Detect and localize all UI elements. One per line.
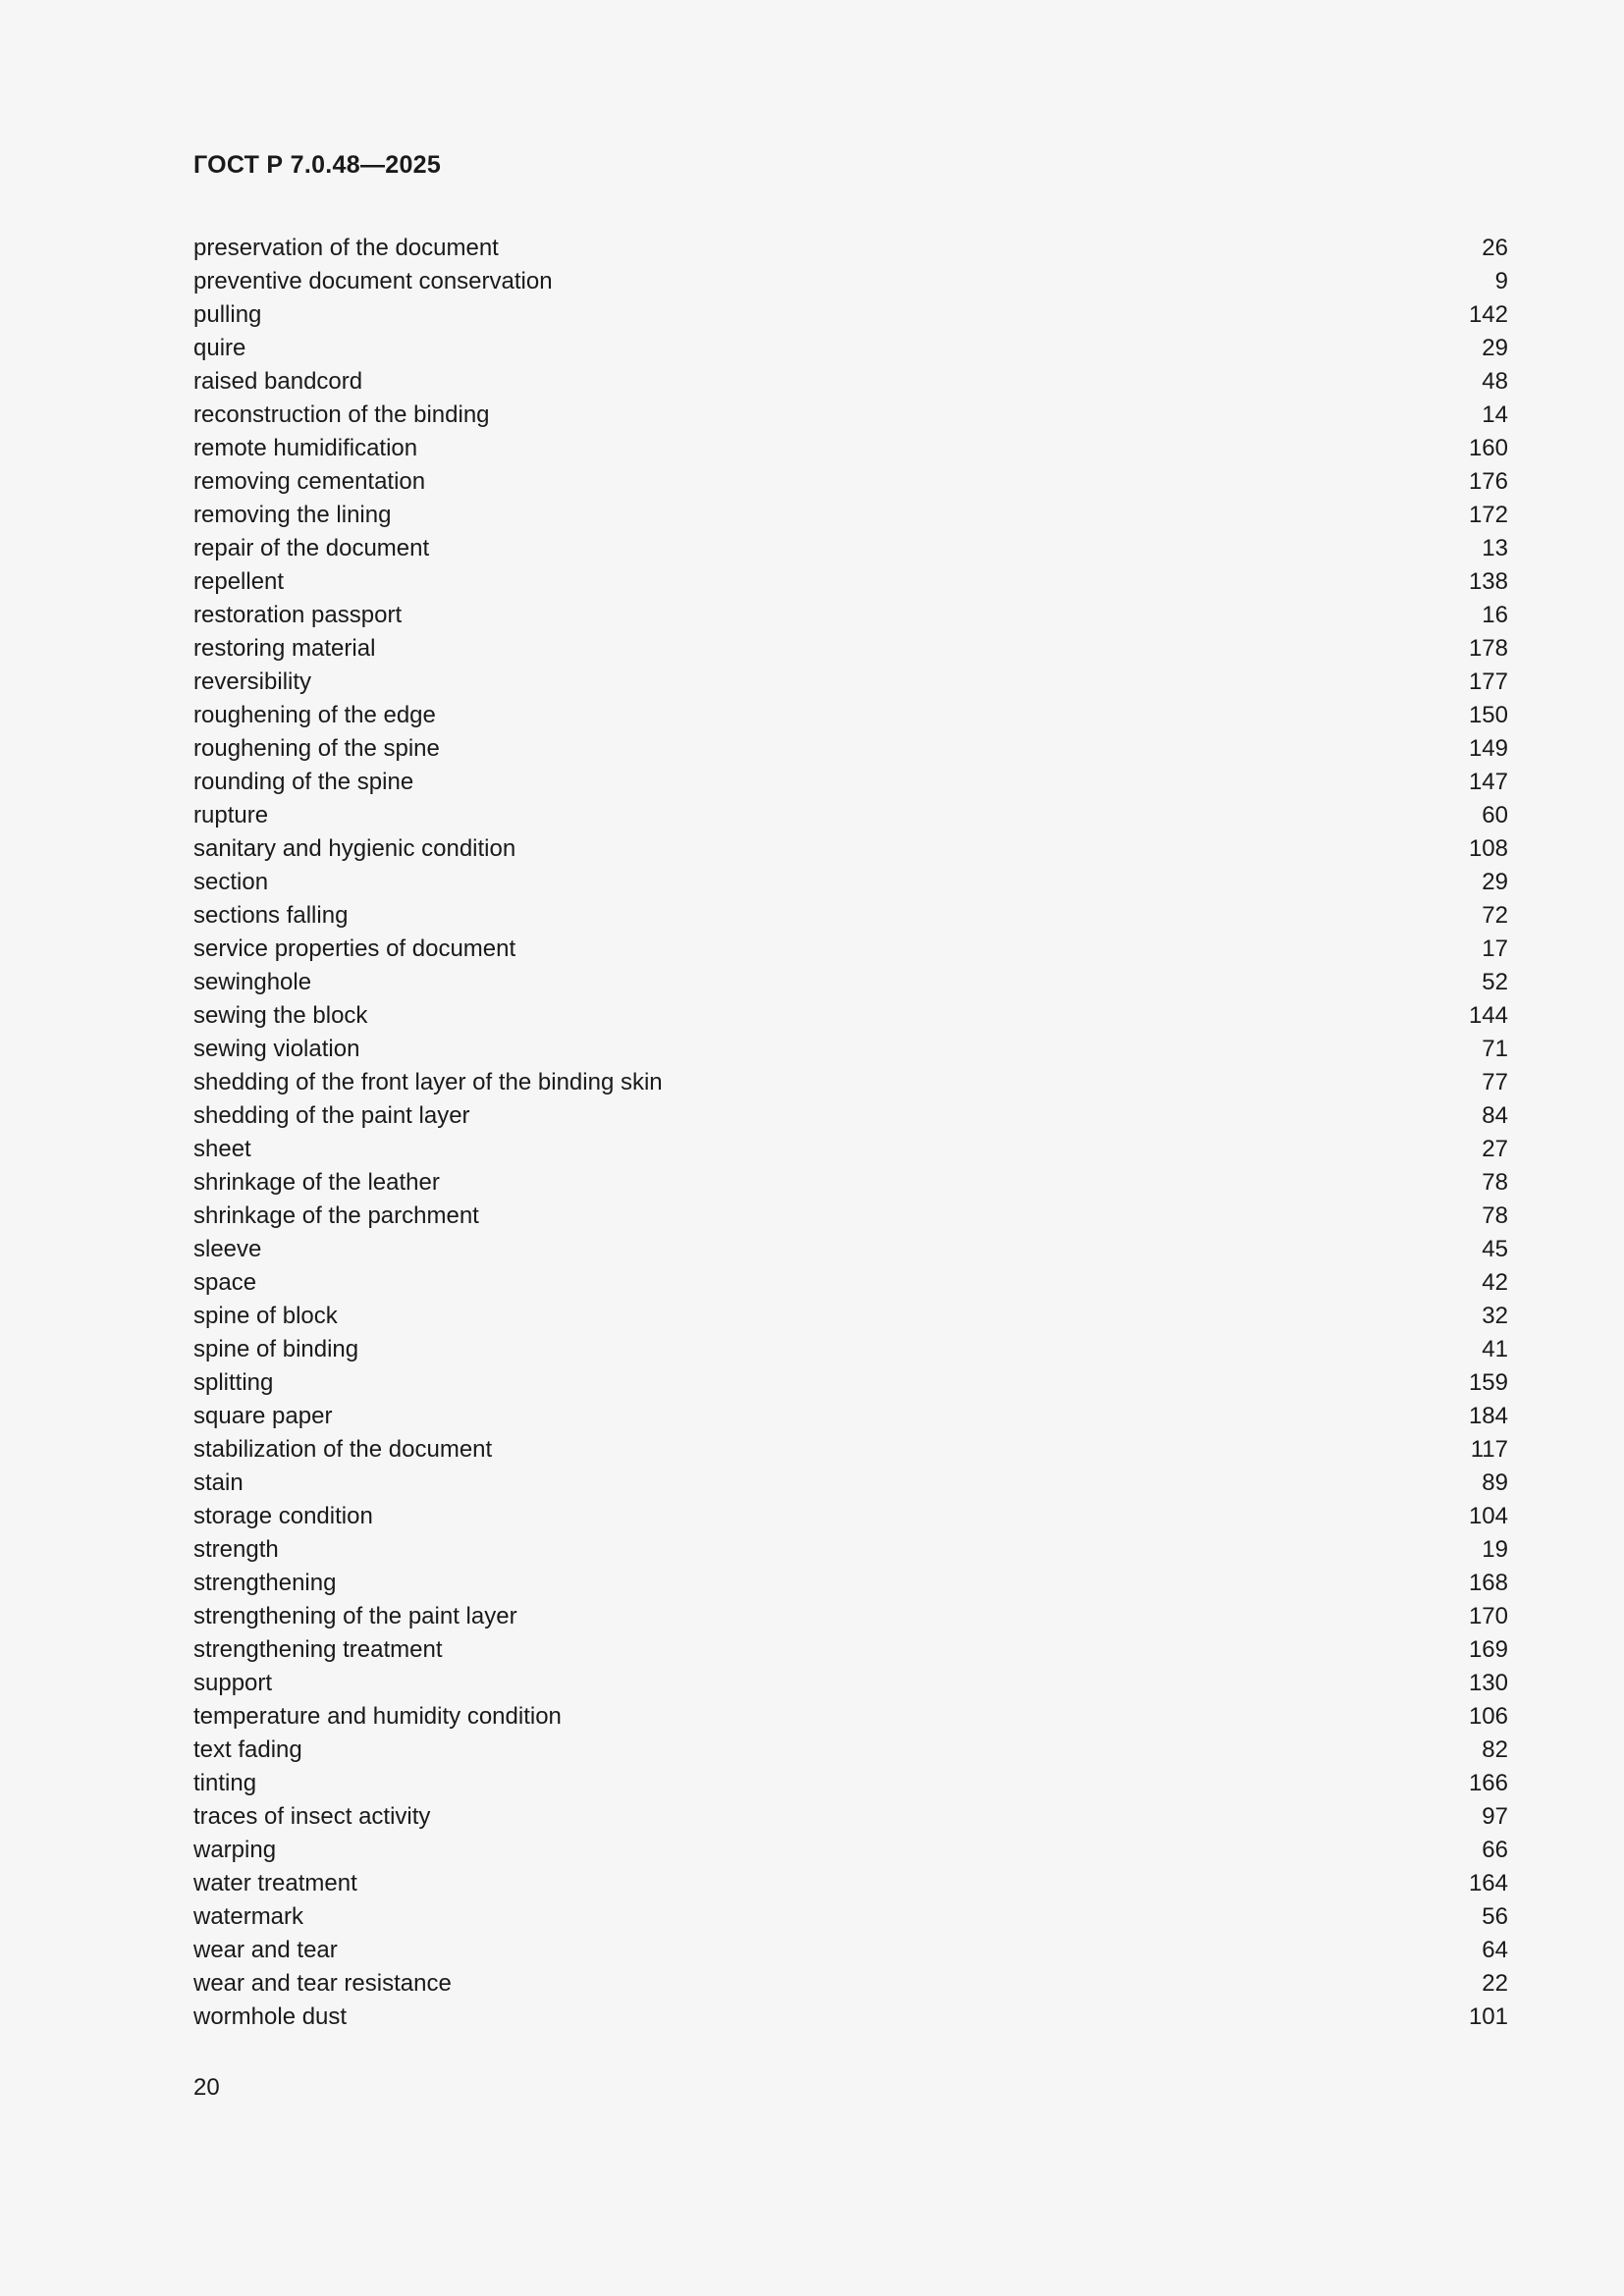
index-term: strengthening [193, 1570, 337, 1596]
index-entry [193, 1133, 1508, 1166]
index-term: remote humidification [193, 435, 418, 461]
index-term: sections falling [193, 902, 349, 929]
index-entry [193, 2001, 1508, 2034]
index-entry [193, 1800, 1508, 1834]
alphabetical-index-list [193, 232, 1508, 2034]
index-entry [193, 1366, 1508, 1400]
index-term: spine of binding [193, 1336, 359, 1362]
index-entry [193, 1166, 1508, 1200]
index-term-number: 159 [1468, 1369, 1508, 1396]
index-term: restoring material [193, 635, 376, 662]
index-entry [193, 1567, 1508, 1600]
index-term-number: 178 [1468, 635, 1508, 662]
index-entry [193, 832, 1508, 866]
index-term: preventive document conservation [193, 268, 553, 294]
index-term-number: 149 [1468, 735, 1508, 762]
index-term-number: 78 [1482, 1202, 1508, 1229]
index-term-number: 77 [1482, 1069, 1508, 1095]
index-term-number: 48 [1482, 368, 1508, 395]
index-term: rounding of the spine [193, 769, 414, 795]
index-term-number: 106 [1468, 1703, 1508, 1730]
index-term-number: 13 [1482, 535, 1508, 561]
index-entry [193, 1734, 1508, 1767]
index-term: spine of block [193, 1303, 338, 1329]
index-term: temperature and humidity condition [193, 1703, 562, 1730]
index-term: traces of insect activity [193, 1803, 431, 1830]
index-term: strengthening of the paint layer [193, 1603, 517, 1629]
index-term-number: 16 [1482, 602, 1508, 628]
index-entry [193, 1867, 1508, 1900]
index-term-number: 17 [1482, 935, 1508, 962]
index-term-number: 97 [1482, 1803, 1508, 1830]
index-entry [193, 1300, 1508, 1333]
index-entry [193, 766, 1508, 799]
index-entry [193, 1266, 1508, 1300]
index-entry [193, 1533, 1508, 1567]
index-term: stabilization of the document [193, 1436, 493, 1463]
index-term-number: 82 [1482, 1736, 1508, 1763]
index-term: roughening of the spine [193, 735, 440, 762]
index-term: rupture [193, 802, 269, 828]
index-entry [193, 966, 1508, 999]
index-entry [193, 1233, 1508, 1266]
index-entry [193, 1033, 1508, 1066]
index-term-number: 117 [1470, 1436, 1508, 1463]
index-term: support [193, 1670, 273, 1696]
index-term: sewing the block [193, 1002, 368, 1029]
index-term: tinting [193, 1770, 257, 1796]
index-term-number: 19 [1482, 1536, 1508, 1563]
index-term: stain [193, 1469, 244, 1496]
index-term-number: 170 [1468, 1603, 1508, 1629]
index-term: shedding of the paint layer [193, 1102, 470, 1129]
index-term-number: 45 [1482, 1236, 1508, 1262]
index-term: section [193, 869, 269, 895]
index-term: sewinghole [193, 969, 312, 995]
index-term: warping [193, 1837, 277, 1863]
index-entry [193, 933, 1508, 966]
index-entry [193, 866, 1508, 899]
index-entry [193, 365, 1508, 399]
index-term: service properties of document [193, 935, 516, 962]
index-term: shedding of the front layer of the binding skin [193, 1069, 663, 1095]
index-entry [193, 1400, 1508, 1433]
index-entry [193, 1667, 1508, 1700]
index-term-number: 108 [1468, 835, 1508, 862]
index-term-number: 147 [1468, 769, 1508, 795]
index-term-number: 41 [1482, 1336, 1508, 1362]
index-term: storage condition [193, 1503, 373, 1529]
index-term: removing the lining [193, 502, 392, 528]
index-term-number: 29 [1482, 335, 1508, 361]
index-entry [193, 999, 1508, 1033]
index-term-number: 66 [1482, 1837, 1508, 1863]
index-entry [193, 1767, 1508, 1800]
index-term: text fading [193, 1736, 302, 1763]
index-term-number: 138 [1468, 568, 1508, 595]
index-entry [193, 332, 1508, 365]
index-term-number: 9 [1494, 268, 1508, 294]
index-term: reconstruction of the binding [193, 401, 490, 428]
index-entry [193, 298, 1508, 332]
index-entry [193, 666, 1508, 699]
index-term-number: 177 [1468, 668, 1508, 695]
index-term: wormhole dust [193, 2003, 348, 2030]
index-term-number: 14 [1482, 401, 1508, 428]
index-term: sanitary and hygienic condition [193, 835, 516, 862]
index-term: restoration passport [193, 602, 403, 628]
index-term-number: 160 [1468, 435, 1508, 461]
index-term-number: 71 [1482, 1036, 1508, 1062]
index-term: sleeve [193, 1236, 262, 1262]
index-term-number: 56 [1482, 1903, 1508, 1930]
index-entry [193, 499, 1508, 532]
index-term: watermark [193, 1903, 304, 1930]
index-term-number: 166 [1468, 1770, 1508, 1796]
page-number: 20 [193, 2074, 220, 2101]
document-header: ГОСТ Р 7.0.48—2025 [193, 151, 442, 179]
index-term: splitting [193, 1369, 274, 1396]
index-entry [193, 1700, 1508, 1734]
index-term: repellent [193, 568, 285, 595]
index-term-number: 27 [1482, 1136, 1508, 1162]
index-term-number: 89 [1482, 1469, 1508, 1496]
index-term: pulling [193, 301, 262, 328]
index-term: raised bandcord [193, 368, 363, 395]
index-entry [193, 532, 1508, 565]
index-term: roughening of the edge [193, 702, 436, 728]
index-term-number: 172 [1468, 502, 1508, 528]
index-term: strength [193, 1536, 279, 1563]
index-entry [193, 565, 1508, 599]
index-entry [193, 1467, 1508, 1500]
index-term: removing cementation [193, 468, 426, 495]
index-entry [193, 232, 1508, 265]
index-term-number: 84 [1482, 1102, 1508, 1129]
index-term-number: 52 [1482, 969, 1508, 995]
index-entry [193, 1600, 1508, 1633]
index-entry [193, 899, 1508, 933]
index-term-number: 42 [1482, 1269, 1508, 1296]
index-term-number: 22 [1482, 1970, 1508, 1997]
index-term-number: 101 [1468, 2003, 1508, 2030]
index-term-number: 164 [1468, 1870, 1508, 1896]
index-term: repair of the document [193, 535, 430, 561]
index-entry [193, 1934, 1508, 1967]
index-entry [193, 265, 1508, 298]
index-term: shrinkage of the leather [193, 1169, 440, 1196]
index-entry [193, 1633, 1508, 1667]
index-entry [193, 732, 1508, 766]
index-term-number: 32 [1482, 1303, 1508, 1329]
index-entry [193, 799, 1508, 832]
index-term-number: 168 [1468, 1570, 1508, 1596]
index-entry [193, 465, 1508, 499]
index-entry [193, 1900, 1508, 1934]
index-term: water treatment [193, 1870, 357, 1896]
index-entry [193, 699, 1508, 732]
index-term-number: 104 [1468, 1503, 1508, 1529]
index-entry [193, 432, 1508, 465]
index-term-number: 72 [1482, 902, 1508, 929]
index-entry [193, 1099, 1508, 1133]
index-term: square paper [193, 1403, 333, 1429]
index-term: sewing violation [193, 1036, 360, 1062]
index-term-number: 29 [1482, 869, 1508, 895]
index-entry [193, 1500, 1508, 1533]
index-term-number: 176 [1468, 468, 1508, 495]
index-entry [193, 1066, 1508, 1099]
index-term: wear and tear [193, 1937, 338, 1963]
index-term-number: 169 [1468, 1636, 1508, 1663]
index-entry [193, 1834, 1508, 1867]
index-entry [193, 632, 1508, 666]
index-term-number: 184 [1468, 1403, 1508, 1429]
index-term-number: 78 [1482, 1169, 1508, 1196]
index-term: quire [193, 335, 246, 361]
index-term: preservation of the document [193, 235, 499, 261]
index-term-number: 144 [1468, 1002, 1508, 1029]
index-term: reversibility [193, 668, 312, 695]
index-term-number: 142 [1468, 301, 1508, 328]
index-entry [193, 1433, 1508, 1467]
index-term: shrinkage of the parchment [193, 1202, 479, 1229]
index-term: space [193, 1269, 257, 1296]
index-term: strengthening treatment [193, 1636, 443, 1663]
index-entry [193, 1967, 1508, 2001]
index-term-number: 64 [1482, 1937, 1508, 1963]
index-term: sheet [193, 1136, 251, 1162]
index-entry [193, 599, 1508, 632]
index-term-number: 130 [1468, 1670, 1508, 1696]
index-term-number: 26 [1482, 235, 1508, 261]
index-term-number: 150 [1468, 702, 1508, 728]
index-term: wear and tear resistance [193, 1970, 452, 1997]
index-entry [193, 1200, 1508, 1233]
index-term-number: 60 [1482, 802, 1508, 828]
index-entry [193, 399, 1508, 432]
index-entry [193, 1333, 1508, 1366]
